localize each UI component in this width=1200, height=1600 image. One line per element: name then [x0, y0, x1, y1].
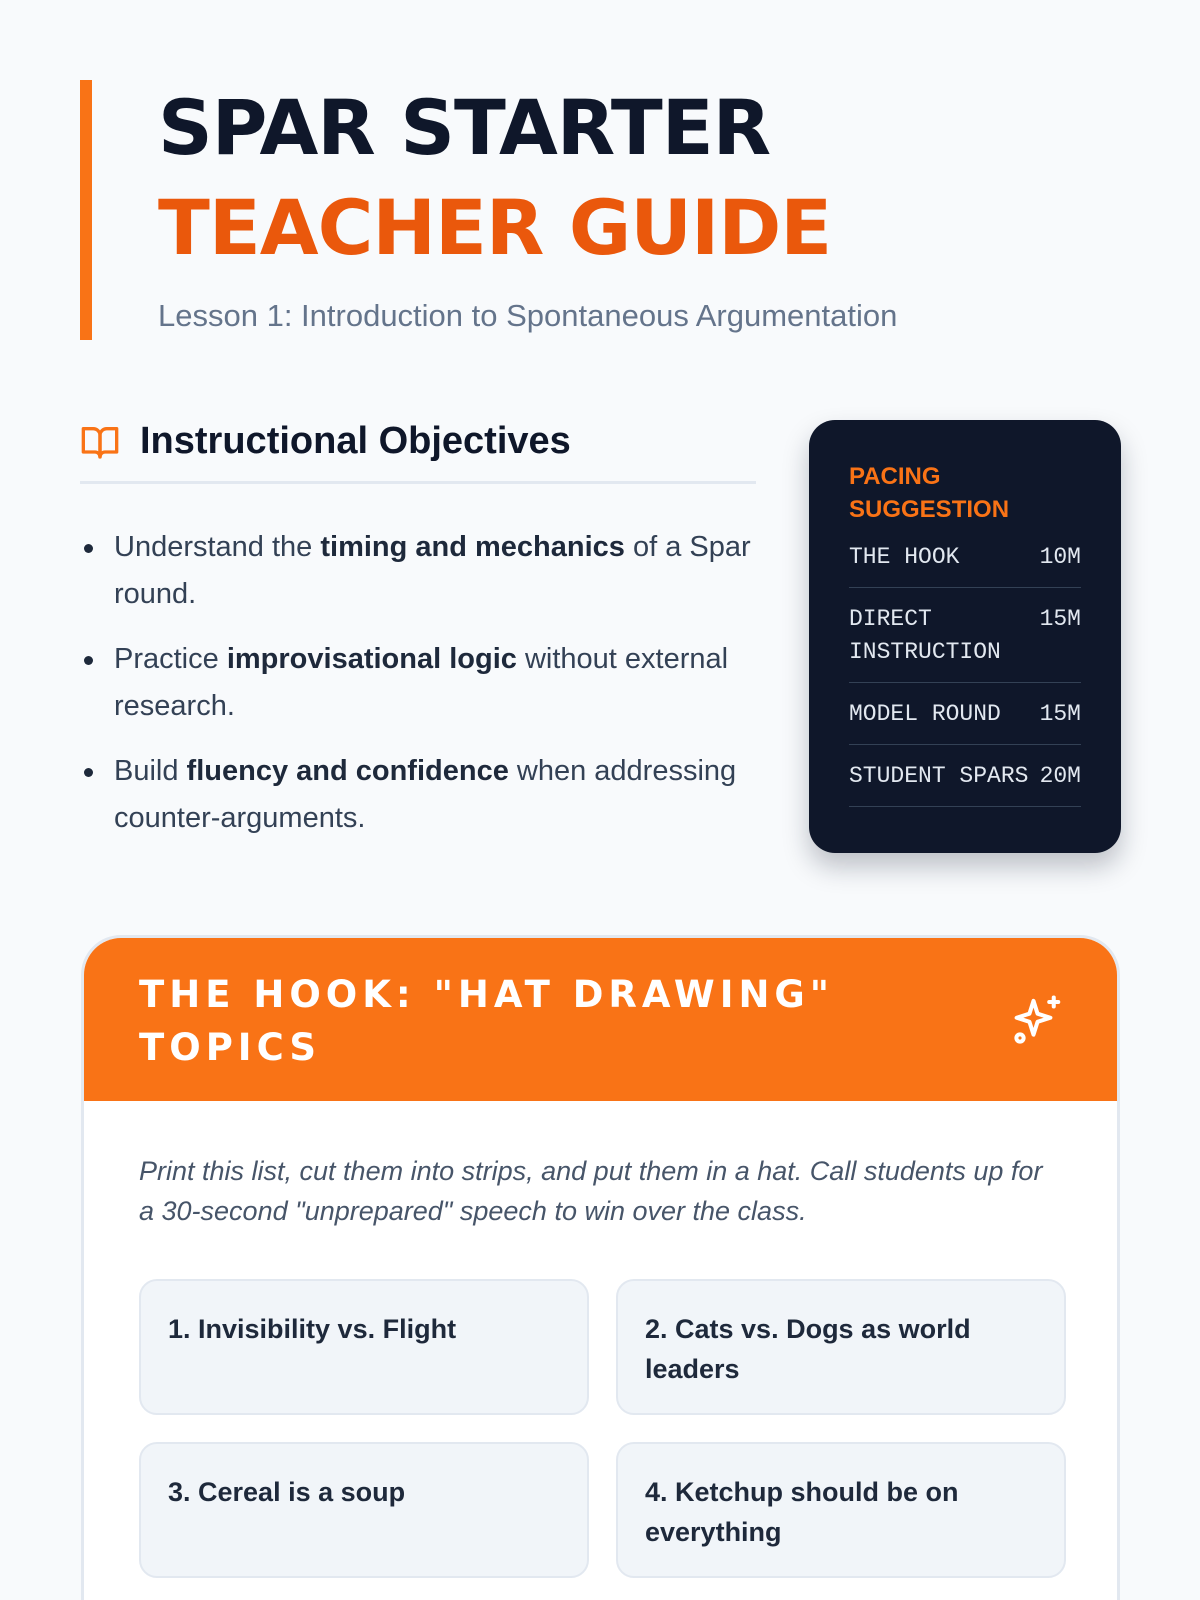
- hook-card: [81, 935, 1120, 1600]
- pacing-row: [849, 683, 1081, 745]
- objective-text: when addressing counter-arguments.: [114, 755, 737, 834]
- objectives-list: [80, 524, 756, 842]
- pacing-duration: 15M: [1039, 606, 1081, 632]
- objective-emphasis: timing and mechanics: [320, 531, 625, 563]
- book-open-icon: [80, 422, 120, 462]
- pacing-row: [849, 526, 1081, 588]
- topic-grid: [139, 1279, 1064, 1578]
- topic-card: 2. Cats vs. Dogs as world leaders: [616, 1279, 1066, 1415]
- objective-text: Understand the: [114, 531, 321, 563]
- objective-item: [80, 636, 756, 730]
- sparkles-icon: [1011, 993, 1065, 1047]
- pacing-card: [809, 420, 1121, 853]
- objective-text: of a Spar round.: [114, 531, 751, 610]
- pacing-label: MODEL ROUND: [849, 701, 1001, 727]
- objective-item: [80, 748, 756, 842]
- objective-emphasis: fluency and confidence: [186, 755, 509, 787]
- pacing-duration: 20M: [1039, 763, 1081, 789]
- objective-item: [80, 524, 756, 618]
- topic-card: 3. Cereal is a soup: [139, 1442, 589, 1578]
- topic-card: 4. Ketchup should be on everything: [616, 1442, 1066, 1578]
- objectives-heading: [80, 420, 756, 484]
- pacing-label: STUDENT SPARS: [849, 763, 1029, 789]
- title-line-1: SPAR STARTER: [158, 83, 771, 172]
- guide-header: [80, 80, 1120, 340]
- pacing-label: THE HOOK: [849, 544, 960, 570]
- hook-instructions: Print this list, cut them into strips, and put them in a hat. Call students up for a 30-second "unprepared" speech to win over the class.: [139, 1156, 1043, 1226]
- pacing-title: PACING SUGGESTION: [849, 463, 1010, 523]
- hook-body: [84, 1101, 1117, 1578]
- objective-text: Build: [114, 755, 187, 787]
- pacing-label: DIRECT INSTRUCTION: [849, 606, 1001, 665]
- pacing-duration: 15M: [1039, 701, 1081, 727]
- pacing-duration: 10M: [1039, 544, 1081, 570]
- pacing-row: [849, 745, 1081, 807]
- objective-text: without external research.: [114, 643, 729, 722]
- pacing-row: [849, 588, 1081, 683]
- objective-text: Practice: [114, 643, 227, 675]
- lesson-subtitle: Lesson 1: Introduction to Spontaneous Argumentation: [158, 298, 898, 333]
- objectives-title: Instructional Objectives: [140, 420, 571, 462]
- objectives-section: [80, 420, 756, 860]
- objective-emphasis: improvisational logic: [226, 643, 517, 675]
- topic-card: 1. Invisibility vs. Flight: [139, 1279, 589, 1415]
- title-line-2: TEACHER GUIDE: [158, 183, 832, 272]
- hook-header: [84, 938, 1117, 1101]
- hook-title: THE HOOK: "HAT DRAWING" TOPICS: [139, 973, 835, 1069]
